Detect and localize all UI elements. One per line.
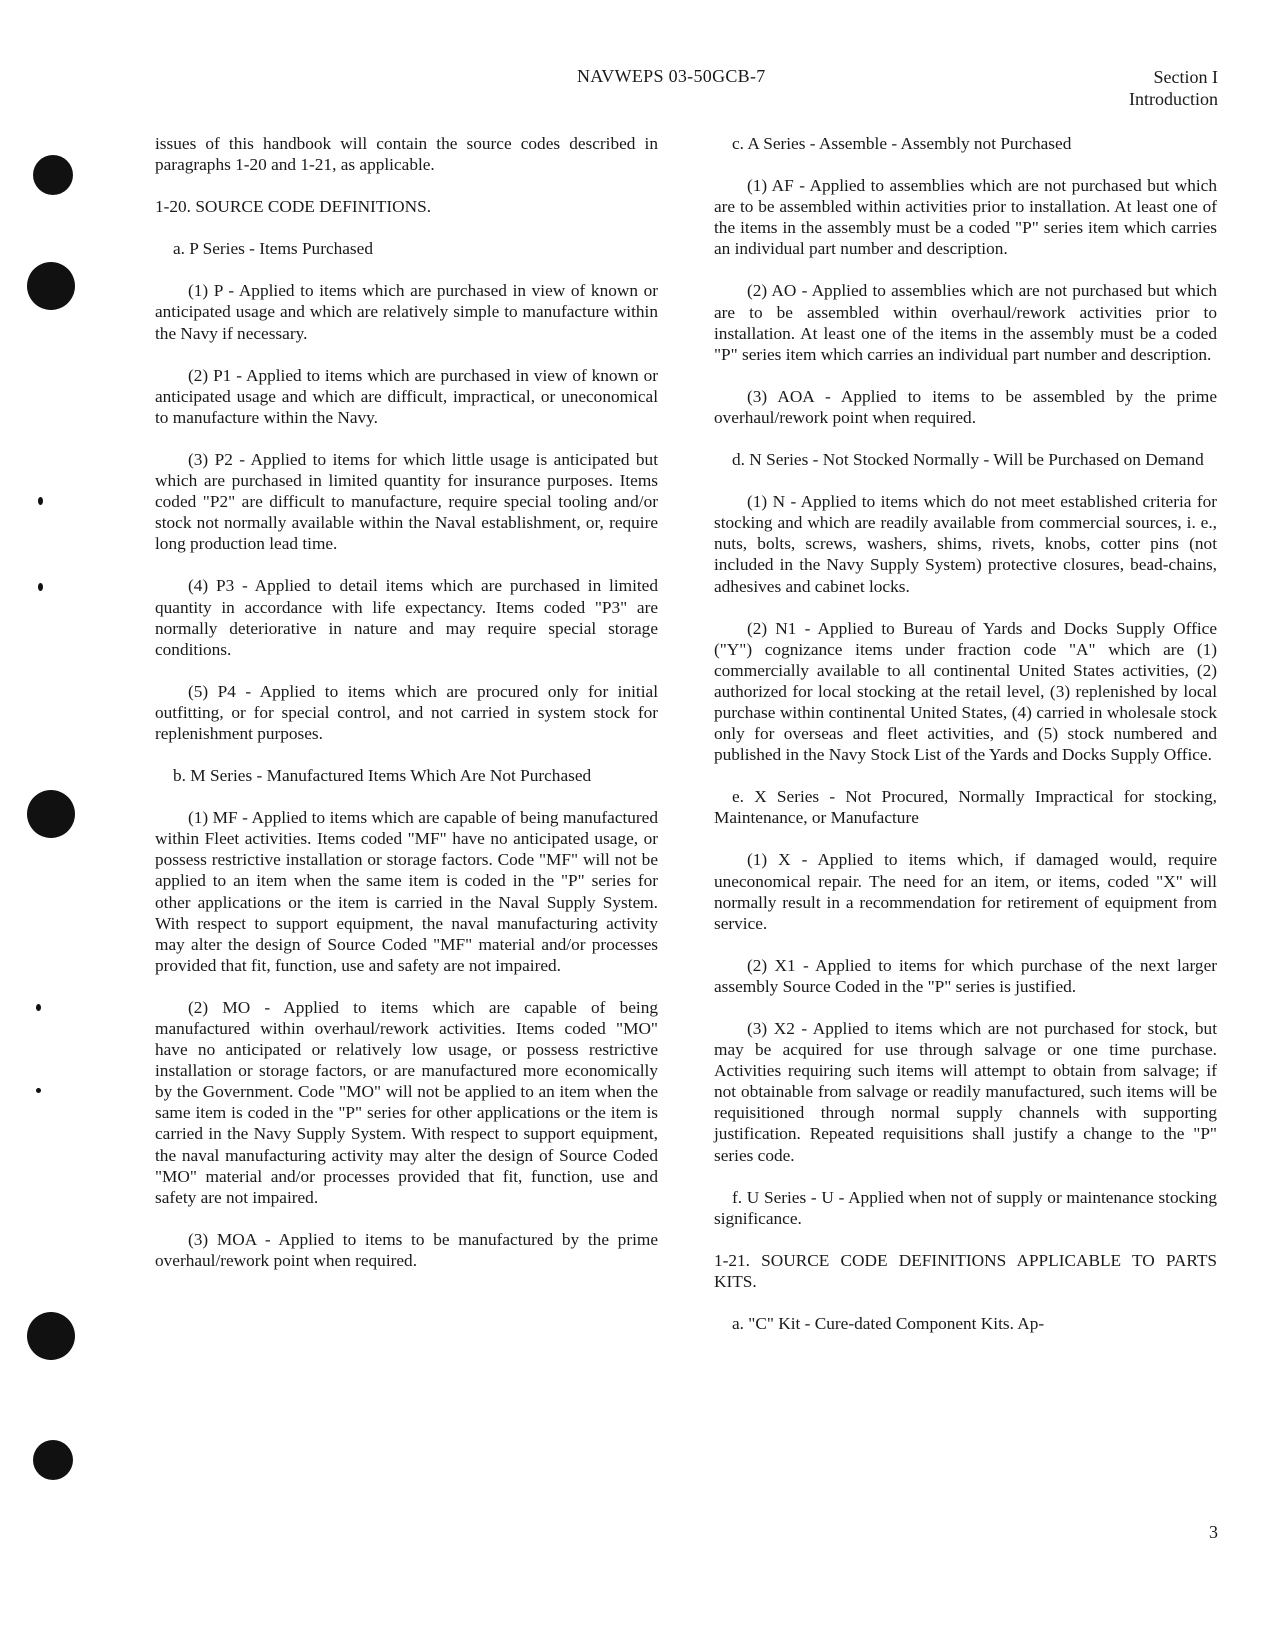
left-column bbox=[155, 133, 658, 1271]
margin-mark-1 bbox=[38, 497, 43, 505]
paragraph-ao: (2) AO - Applied to assemblies which are not purchased but which are to be assembled within overhaul/rework activities prior to installation. At least one of the items in the assembly must be a coded "P" series item which carries an individual part number and description. bbox=[714, 281, 1217, 364]
paragraph-n: (1) N - Applied to items which do not meet established criteria for stocking and which are readily available from commercial sources, i. e., nuts, bolts, screws, washers, shims, rivets, knobs, cotter pins (not included in the Navy Supply System) protective closures, bead-chains, adhesives and cabinet locks. bbox=[714, 492, 1217, 596]
subheading-u-series: f. U Series - U - Applied when not of supply or maintenance stocking significance. bbox=[714, 1187, 1217, 1228]
margin-mark-4 bbox=[36, 1088, 41, 1093]
paragraph-x: (1) X - Applied to items which, if damaged would, require uneconomical repair. The need for an item, or items, coded "X" will normally result in a recommendation for retirement of equipment from service. bbox=[714, 850, 1217, 933]
binder-hole-2 bbox=[27, 262, 75, 310]
paragraph-mo: (2) MO - Applied to items which are capable of being manufactured within overhaul/rework activities. Items coded "MO" have no anticipated or relatively low usage, or possess restrictive installation or storage factors, or are manufactured more economically by the Government. Code "MO" will not be applied to an item when the same item is coded in the "P" series for other applications or the item is carried in the Navy Supply System. With respect to support equipment, the naval manufacturing activity may alter the design of Source Coded "MO" material and/or processes provided that fit, function, use and safety are not impaired. bbox=[155, 997, 658, 1207]
paragraph-p3: (4) P3 - Applied to detail items which are purchased in limited quantity in accordance with life expectancy. Items coded "P3" are normally deteriorative in nature and may require special storage conditions. bbox=[155, 576, 658, 659]
paragraph-continuation: issues of this handbook will contain the source codes described in paragraphs 1-20 and 1-21, as applicable. bbox=[155, 134, 658, 175]
paragraph-aoa: (3) AOA - Applied to items to be assembled by the prime overhaul/rework point when required. bbox=[714, 386, 1217, 427]
subheading-x-series: e. X Series - Not Procured, Normally Impractical for stocking, Maintenance, or Manufacture bbox=[714, 787, 1217, 828]
paragraph-n1: (2) N1 - Applied to Bureau of Yards and Docks Supply Office ("Y") cognizance items under fraction code "A" which are (1) commercially available to all continental United States activities, (2) authorized for local stocking at the retail level, (3) replenished by local purchase within continental United States, (4) carried in wholesale stock only for overseas and fleet activities, and (5) stock numbered and published in the Navy Stock List of the Yards and Docks Supply Office. bbox=[714, 618, 1217, 765]
subheading-m-series: b. M Series - Manufactured Items Which Are Not Purchased bbox=[173, 766, 592, 786]
right-column bbox=[714, 133, 1217, 1334]
section-heading bbox=[1129, 66, 1218, 110]
binder-hole-3 bbox=[27, 790, 75, 838]
paragraph-x1: (2) X1 - Applied to items for which purchase of the next larger assembly Source Coded in the "P" series is justified. bbox=[714, 955, 1217, 996]
paragraph-heading-1-20: 1-20. SOURCE CODE DEFINITIONS. bbox=[155, 197, 432, 217]
paragraph-p: (1) P - Applied to items which are purchased in view of known or anticipated usage and which are relatively simple to manufacture within the Navy if necessary. bbox=[155, 281, 658, 343]
paragraph-p2: (3) P2 - Applied to items for which little usage is anticipated but which are purchased in limited quantity for insurance purposes. Items coded "P2" are difficult to manufacture, require special tooling and/or stock not normally available within the Naval establishment, or, require long production lead time. bbox=[155, 449, 658, 554]
paragraph-p4: (5) P4 - Applied to items which are procured only for initial outfitting, or for special control, and not carried in system stock for replenishment purposes. bbox=[155, 681, 658, 743]
document-number: NAVWEPS 03-50GCB-7 bbox=[577, 66, 766, 86]
paragraph-mf: (1) MF - Applied to items which are capable of being manufactured within Fleet activities. Items coded "MF" have no anticipated usage, or possess restrictive installation or storage factors. Code "MF" will not be applied to an item when the same item is coded in the "P" series for other applications or the item is carried in the Naval Supply System. With respect to support equipment, the naval manufacturing activity may alter the design of Source Coded "MF" material and/or processes provided that fit, function, use and safety are not impaired. bbox=[155, 808, 658, 975]
subheading-p-series: a. P Series - Items Purchased bbox=[173, 239, 373, 259]
paragraph-heading-1-21: 1-21. SOURCE CODE DEFINITIONS APPLICABLE TO PARTS KITS. bbox=[714, 1250, 1217, 1291]
section-number: Section I bbox=[1153, 67, 1218, 87]
page-number: 3 bbox=[1209, 1522, 1218, 1542]
binder-hole-5 bbox=[33, 1440, 73, 1480]
subheading-c-kit: a. "C" Kit - Cure-dated Component Kits. Ap- bbox=[732, 1314, 1045, 1334]
section-title: Introduction bbox=[1129, 89, 1218, 109]
binder-hole-4 bbox=[27, 1312, 75, 1360]
margin-mark-3 bbox=[36, 1004, 41, 1011]
subheading-n-series: d. N Series - Not Stocked Normally - Will be Purchased on Demand bbox=[732, 450, 1204, 470]
paragraph-x2: (3) X2 - Applied to items which are not purchased for stock, but may be acquired for use through salvage or one time purchase. Activities requiring such items will attempt to obtain from salvage; if not obtainable from salvage or readily manufactured, such items will be requisitioned through normal supply channels with supporting justification. Repeated requisitions shall justify a change to the "P" series code. bbox=[714, 1019, 1217, 1165]
paragraph-af: (1) AF - Applied to assemblies which are not purchased but which are to be assembled within activities prior to installation. At least one of the items in the assembly must be a coded "P" series item which carries an individual part number and description. bbox=[714, 176, 1217, 259]
paragraph-p1: (2) P1 - Applied to items which are purchased in view of known or anticipated usage and which are difficult, impractical, or uneconomical to manufacture within the Navy. bbox=[155, 365, 658, 427]
subheading-a-series: c. A Series - Assemble - Assembly not Purchased bbox=[732, 134, 1072, 153]
margin-mark-2 bbox=[38, 583, 43, 591]
binder-hole-1 bbox=[33, 155, 73, 195]
paragraph-moa: (3) MOA - Applied to items to be manufactured by the prime overhaul/rework point when required. bbox=[155, 1229, 658, 1270]
